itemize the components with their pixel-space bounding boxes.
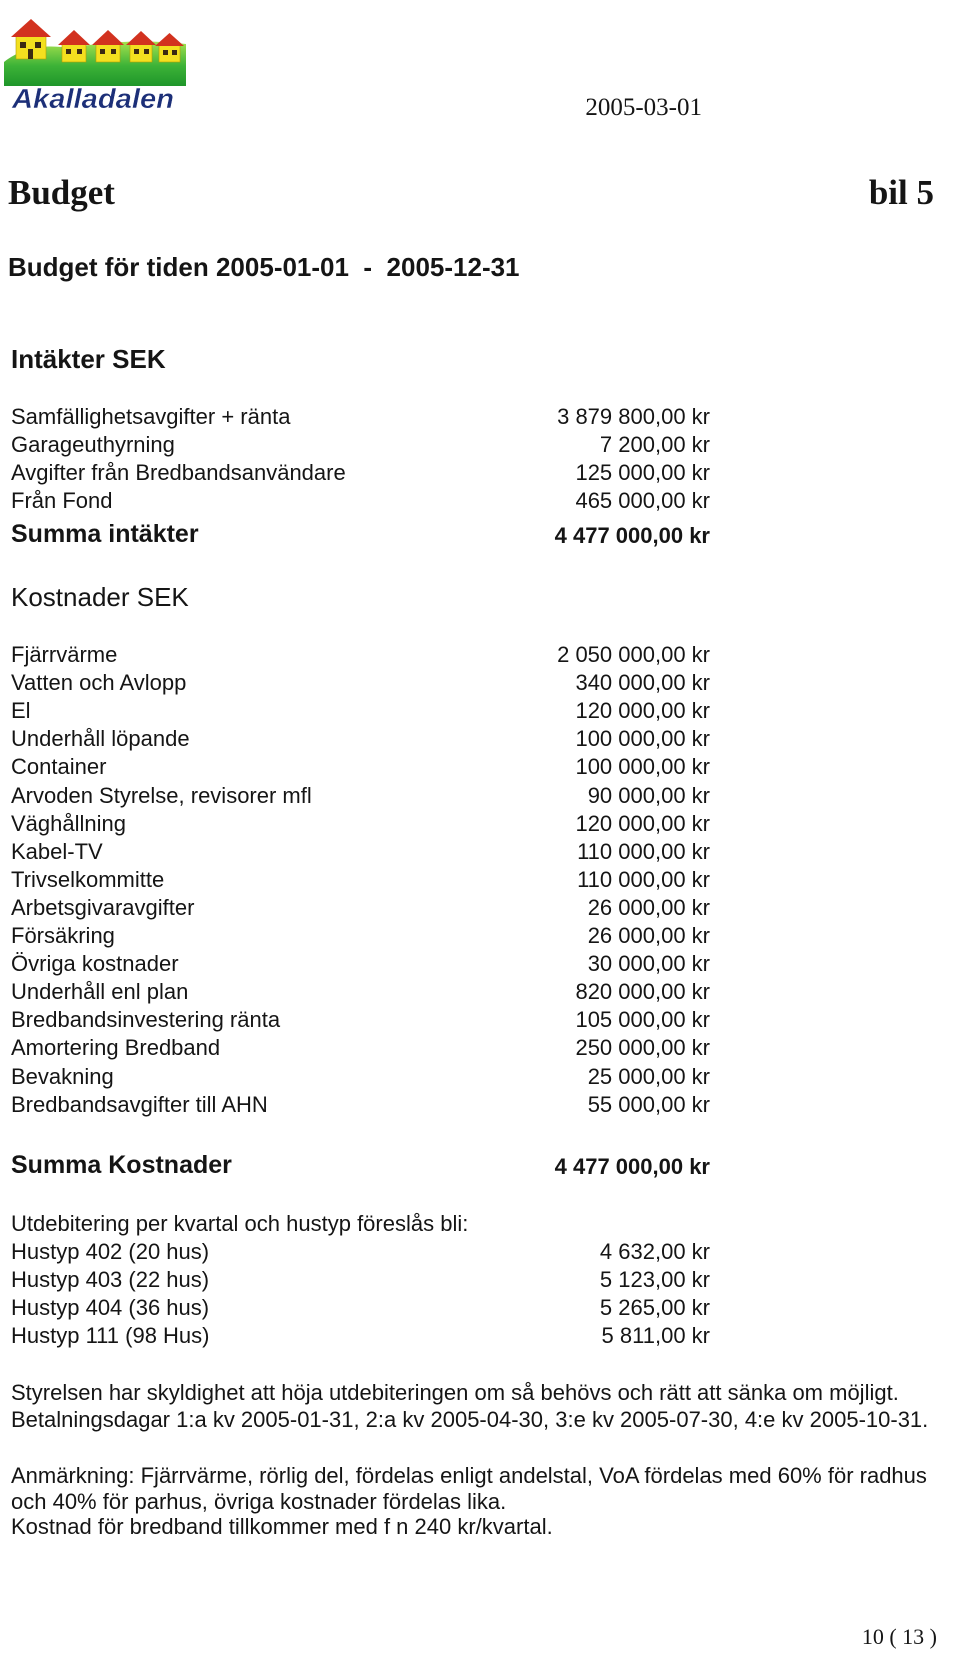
income-row <box>0 488 960 514</box>
akalladalen-logo <box>4 4 186 116</box>
income-row <box>0 460 960 486</box>
billing-row <box>0 1295 960 1321</box>
page-number: 10 ( 13 ) <box>861 1624 937 1649</box>
cost-row-label: Underhåll enl plan <box>11 979 189 1005</box>
cost-row-label: Vatten och Avlopp <box>11 670 187 696</box>
cost-row <box>0 642 960 668</box>
income-row <box>0 404 960 430</box>
cost-row-label: Arbetsgivaravgifter <box>11 894 195 920</box>
income-row-amount: 465 000,00 kr <box>575 488 710 513</box>
cost-row-label: Underhåll löpande <box>11 726 190 752</box>
cost-row-amount: 250 000,00 kr <box>575 1035 710 1061</box>
income-row-label: Avgifter från Bredbandsanvändare <box>11 460 346 485</box>
cost-row-amount: 55 000,00 kr <box>587 1091 710 1117</box>
income-total-label: Summa intäkter <box>11 520 199 548</box>
cost-row <box>0 1092 960 1118</box>
logo-text: Akalladalen <box>10 83 175 114</box>
attachment-label: bil 5 <box>868 173 934 212</box>
cost-row-amount: 100 000,00 kr <box>575 754 710 780</box>
income-row-label: Garageuthyrning <box>11 432 175 457</box>
cost-row-amount: 110 000,00 kr <box>577 838 710 864</box>
cost-row <box>0 1007 960 1033</box>
cost-row-amount: 26 000,00 kr <box>587 923 710 948</box>
billing-intro: Utdebitering per kvartal och hustyp föreslås bli: <box>11 1211 469 1236</box>
income-row-amount: 7 200,00 kr <box>599 432 710 457</box>
cost-row-label: Väghållning <box>11 810 126 836</box>
billing-row-label: Hustyp 404 (36 hus) <box>11 1295 210 1320</box>
cost-row-label: Amortering Bredband <box>11 1035 221 1061</box>
cost-row <box>0 1035 960 1061</box>
cost-row-label: Trivselkommitte <box>11 866 165 892</box>
income-heading: Intäkter SEK <box>11 344 166 374</box>
cost-row-amount: 340 000,00 kr <box>575 670 710 696</box>
broadband-note: Kostnad för bredband tillkommer med f n 240 kr/kvartal. <box>11 1514 553 1539</box>
cost-row-amount: 105 000,00 kr <box>575 1007 710 1033</box>
cost-row <box>0 783 960 809</box>
cost-row-amount: 100 000,00 kr <box>575 726 710 752</box>
cost-row <box>0 951 960 977</box>
cost-row-label: Bevakning <box>11 1063 114 1089</box>
cost-row <box>0 670 960 696</box>
cost-row-amount: 25 000,00 kr <box>587 1063 710 1089</box>
remark-note-line-1: Anmärkning: Fjärrvärme, rörlig del, fördelas enligt andelstal, VoA fördelas med 60% för radhus <box>11 1463 927 1488</box>
billing-row-amount: 5 123,00 kr <box>599 1267 710 1292</box>
billing-row <box>0 1323 960 1349</box>
costs-heading: Kostnader SEK <box>11 582 189 612</box>
income-row <box>0 432 960 458</box>
cost-row <box>0 867 960 893</box>
cost-row-label: El <box>11 698 31 724</box>
cost-row-label: Container <box>11 754 107 780</box>
document-date: 2005-03-01 <box>585 94 702 121</box>
cost-row <box>0 754 960 780</box>
cost-row-label: Kabel-TV <box>11 838 103 864</box>
cost-row-amount: 120 000,00 kr <box>575 698 710 724</box>
costs-total-value: 4 477 000,00 kr <box>554 1154 710 1179</box>
cost-row <box>0 923 960 949</box>
cost-row-amount: 110 000,00 kr <box>577 866 710 892</box>
income-row-label: Från Fond <box>11 488 113 513</box>
payment-days-note: Betalningsdagar 1:a kv 2005-01-31, 2:a kv 2005-04-30, 3:e kv 2005-07-30, 4:e kv 2005-10-31. <box>11 1407 929 1432</box>
cost-row <box>0 698 960 724</box>
billing-row-amount: 4 632,00 kr <box>599 1239 710 1264</box>
cost-row-amount: 30 000,00 kr <box>587 951 710 977</box>
cost-row <box>0 1064 960 1090</box>
cost-row-label: Bredbandsinvestering ränta <box>11 1007 281 1033</box>
billing-row-label: Hustyp 403 (22 hus) <box>11 1267 210 1292</box>
cost-row <box>0 839 960 865</box>
billing-row-label: Hustyp 402 (20 hus) <box>11 1239 210 1264</box>
budget-period-heading: Budget för tiden 2005-01-01 - 2005-12-31 <box>8 252 520 282</box>
page-title: Budget <box>8 173 115 212</box>
cost-row-label: Bredbandsavgifter till AHN <box>11 1091 268 1117</box>
income-row-label: Samfällighetsavgifter + ränta <box>11 404 291 429</box>
cost-row-label: Fjärrvärme <box>11 642 118 667</box>
income-total-value: 4 477 000,00 kr <box>554 523 710 548</box>
obligation-note: Styrelsen har skyldighet att höja utdebiteringen om så behövs och rätt att sänka om möjligt. <box>11 1380 899 1405</box>
billing-row-amount: 5 811,00 kr <box>601 1323 710 1348</box>
cost-row-amount: 2 050 000,00 kr <box>557 642 710 667</box>
cost-row-amount: 90 000,00 kr <box>587 782 710 808</box>
cost-row <box>0 811 960 837</box>
income-row-amount: 125 000,00 kr <box>575 460 710 485</box>
cost-row-amount: 120 000,00 kr <box>575 810 710 836</box>
cost-row <box>0 726 960 752</box>
remark-note-line-2: och 40% för parhus, övriga kostnader fördelas lika. <box>11 1489 507 1514</box>
billing-row <box>0 1267 960 1293</box>
cost-row-label: Försäkring <box>11 923 115 948</box>
cost-row-label: Arvoden Styrelse, revisorer mfl <box>11 782 312 808</box>
cost-row <box>0 895 960 921</box>
costs-total-label: Summa Kostnader <box>11 1151 232 1179</box>
cost-row-amount: 26 000,00 kr <box>587 894 710 920</box>
cost-row-label: Övriga kostnader <box>11 951 179 977</box>
billing-row-label: Hustyp 111 (98 Hus) <box>11 1323 210 1348</box>
billing-row-amount: 5 265,00 kr <box>599 1295 710 1320</box>
cost-row-amount: 820 000,00 kr <box>575 979 710 1005</box>
cost-row <box>0 979 960 1005</box>
income-row-amount: 3 879 800,00 kr <box>557 404 710 429</box>
billing-row <box>0 1239 960 1265</box>
